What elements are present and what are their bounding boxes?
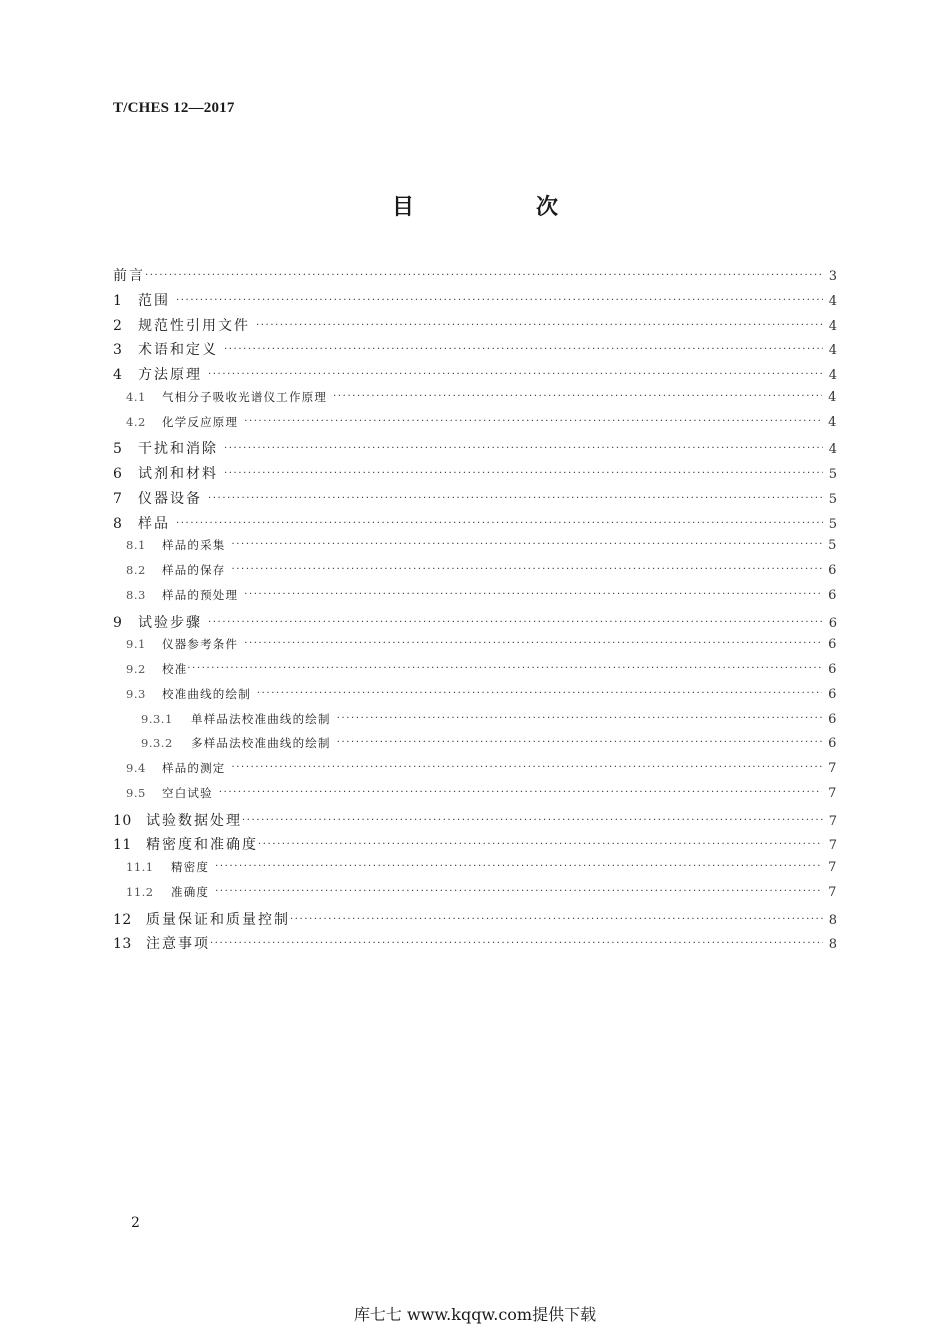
toc-leader	[210, 938, 823, 949]
toc-entry-number: 6	[113, 466, 123, 482]
toc-leader	[232, 564, 823, 575]
toc-entry-label: 试验步骤	[138, 614, 202, 631]
toc-entry-number: 2	[113, 317, 123, 334]
toc-entry-number: 9.3	[126, 686, 146, 701]
toc-leader	[208, 617, 823, 628]
toc-entry-number: 8	[113, 515, 123, 532]
toc-entry-number: 11.1	[126, 860, 154, 874]
toc-entry-label: 校准	[162, 662, 188, 676]
toc-entry-number: 4.1	[126, 389, 146, 404]
toc-entry-6[interactable]	[113, 463, 837, 488]
toc-entry-number: 5	[113, 441, 123, 458]
toc-entry-number: 9	[113, 614, 123, 631]
toc-entry-page: 6	[828, 587, 837, 603]
toc-leader	[215, 886, 822, 897]
toc-entry-page: 4	[828, 414, 837, 430]
toc-entry-1[interactable]	[113, 290, 837, 315]
toc-entry-number: 9.4	[126, 761, 146, 775]
toc-entry-9-3[interactable]	[113, 686, 837, 711]
toc-leader	[145, 270, 823, 281]
toc-entry-2[interactable]	[113, 315, 837, 340]
toc-entry-page: 6	[828, 711, 837, 727]
toc-entry-label: 校准曲线的绘制	[162, 686, 251, 701]
toc-entry-9-5[interactable]	[113, 785, 837, 810]
toc-entry-number: 9.5	[126, 785, 146, 800]
toc-entry-9[interactable]	[113, 612, 837, 637]
toc-entry-page: 5	[828, 491, 837, 507]
toc-entry-label: 范围	[138, 292, 170, 309]
toc-entry-3[interactable]	[113, 339, 837, 364]
toc-entry-label: 样品的预处理	[162, 587, 239, 602]
toc-entry-9-3-2[interactable]	[113, 735, 837, 760]
toc-entry-number: 10	[113, 812, 132, 829]
toc-entry-number: 13	[113, 936, 132, 953]
toc-entry-page: 7	[828, 838, 837, 854]
toc-entry-label: 方法原理	[138, 367, 202, 383]
toc-entry-number: 8.1	[126, 538, 146, 553]
toc-entry-page: 5	[828, 538, 837, 554]
toc-entry-foreword[interactable]	[113, 265, 837, 290]
toc-leader	[244, 638, 822, 649]
toc-entry-page: 6	[828, 662, 837, 677]
toc-entry-9-2[interactable]	[113, 661, 837, 686]
toc-entry-label: 化学反应原理	[162, 414, 239, 429]
toc-leader	[215, 861, 822, 872]
toc-entry-label: 仪器设备	[138, 490, 202, 507]
toc-leader	[290, 914, 823, 925]
toc-entry-label: 试验数据处理	[146, 812, 242, 829]
toc-leader	[176, 295, 823, 306]
toc-leader	[244, 589, 822, 600]
page-number: 2	[131, 1215, 140, 1231]
toc-entry-8-2[interactable]	[113, 562, 837, 587]
toc-entry-label: 准确度	[171, 884, 210, 899]
toc-entry-8-1[interactable]	[113, 537, 837, 562]
toc-entry-number: 9.2	[126, 662, 146, 676]
toc-entry-page: 8	[828, 937, 837, 953]
toc-entry-label: 空白试验	[162, 785, 213, 800]
toc-leader	[224, 443, 823, 454]
toc-entry-9-1[interactable]	[113, 636, 837, 661]
toc-entry-label: 质量保证和质量控制	[146, 911, 290, 928]
toc-leader	[176, 518, 823, 529]
toc-entry-8[interactable]	[113, 513, 837, 538]
toc-leader	[242, 815, 823, 826]
toc-leader	[187, 663, 822, 674]
toc-entry-label: 干扰和消除	[138, 441, 218, 458]
toc-leader	[337, 737, 822, 748]
toc-entry-11-2[interactable]	[113, 884, 837, 909]
toc-leader	[232, 762, 823, 773]
toc-entry-number: 12	[113, 911, 132, 928]
toc-entry-page: 6	[828, 615, 837, 631]
toc-entry-7[interactable]	[113, 488, 837, 513]
toc-entry-page: 7	[828, 860, 837, 875]
toc-entry-page: 7	[828, 884, 837, 900]
toc-leader	[219, 787, 822, 798]
toc-entry-page: 6	[828, 736, 837, 752]
toc-entry-4-2[interactable]	[113, 414, 837, 439]
toc-entry-number: 4.2	[126, 414, 146, 429]
toc-entry-label: 样品的采集	[162, 538, 226, 553]
toc-entry-label: 前言	[113, 268, 145, 284]
toc-leader	[257, 688, 822, 699]
toc-leader	[337, 713, 822, 724]
toc-entry-label: 精密度	[171, 860, 210, 874]
toc-entry-number: 9.1	[126, 637, 146, 652]
toc-entry-number: 8.3	[126, 587, 146, 602]
toc-entry-number: 11	[113, 837, 132, 854]
toc-entry-number: 3	[113, 342, 123, 359]
toc-entry-number: 4	[113, 367, 123, 383]
toc-entry-page: 4	[828, 318, 837, 334]
toc-entry-label: 规范性引用文件	[138, 317, 250, 334]
toc-entry-page: 4	[828, 389, 837, 405]
toc-entry-label: 精密度和准确度	[146, 837, 258, 854]
toc-entry-11-1[interactable]	[113, 859, 837, 884]
toc-leader	[333, 391, 822, 402]
toc-entry-page: 4	[828, 293, 837, 309]
toc-entry-page: 5	[828, 467, 837, 482]
toc-entry-label: 样品	[138, 515, 170, 532]
table-of-contents	[113, 265, 837, 958]
toc-entry-label: 样品的保存	[162, 563, 226, 577]
toc-entry-number: 9.3.1	[141, 711, 173, 726]
toc-entry-page: 7	[828, 761, 837, 776]
toc-entry-13[interactable]	[113, 933, 837, 958]
toc-entry-number: 9.3.2	[141, 736, 173, 751]
download-footer: 库七七 www.kqqw.com提供下载	[353, 1305, 597, 1324]
toc-title: 目 次	[391, 195, 608, 220]
toc-entry-page: 7	[828, 785, 837, 801]
toc-leader	[232, 539, 823, 550]
toc-entry-label: 气相分子吸收光谱仪工作原理	[162, 389, 328, 404]
toc-entry-page: 4	[828, 442, 837, 458]
toc-entry-number: 7	[113, 490, 123, 507]
toc-entry-page: 4	[828, 343, 837, 359]
toc-entry-label: 试剂和材料	[138, 466, 218, 482]
toc-entry-number: 1	[113, 292, 123, 309]
toc-entry-number: 8.2	[126, 563, 146, 577]
toc-leader	[244, 416, 822, 427]
toc-entry-label: 术语和定义	[138, 342, 218, 359]
toc-entry-label: 多样品法校准曲线的绘制	[191, 736, 331, 751]
toc-entry-page: 5	[828, 516, 837, 532]
toc-entry-label: 注意事项	[146, 936, 210, 953]
toc-leader	[208, 493, 823, 504]
toc-leader	[256, 320, 823, 331]
toc-entry-11[interactable]	[113, 834, 837, 859]
toc-entry-9-3-1[interactable]	[113, 711, 837, 736]
toc-entry-10[interactable]	[113, 810, 837, 835]
toc-entry-page: 3	[828, 269, 837, 284]
toc-entry-4-1[interactable]	[113, 389, 837, 414]
toc-entry-page: 6	[828, 686, 837, 702]
toc-entry-4[interactable]	[113, 364, 837, 389]
toc-entry-9-4[interactable]	[113, 760, 837, 785]
toc-entry-8-3[interactable]	[113, 587, 837, 612]
toc-leader	[258, 839, 823, 850]
toc-entry-page: 6	[828, 637, 837, 653]
toc-entry-label: 单样品法校准曲线的绘制	[191, 711, 331, 726]
toc-entry-number: 11.2	[126, 884, 154, 899]
toc-entry-label: 仪器参考条件	[162, 637, 239, 652]
document-code: T/CHES 12—2017	[113, 100, 235, 116]
toc-entry-page: 8	[828, 912, 837, 928]
toc-leader	[224, 344, 823, 355]
toc-leader	[224, 468, 823, 479]
toc-entry-label: 样品的测定	[162, 761, 226, 775]
toc-entry-12[interactable]	[113, 909, 837, 934]
toc-entry-page: 6	[828, 563, 837, 578]
toc-entry-page: 4	[828, 368, 837, 383]
toc-leader	[208, 369, 823, 380]
toc-entry-5[interactable]	[113, 438, 837, 463]
toc-entry-page: 7	[828, 813, 837, 829]
